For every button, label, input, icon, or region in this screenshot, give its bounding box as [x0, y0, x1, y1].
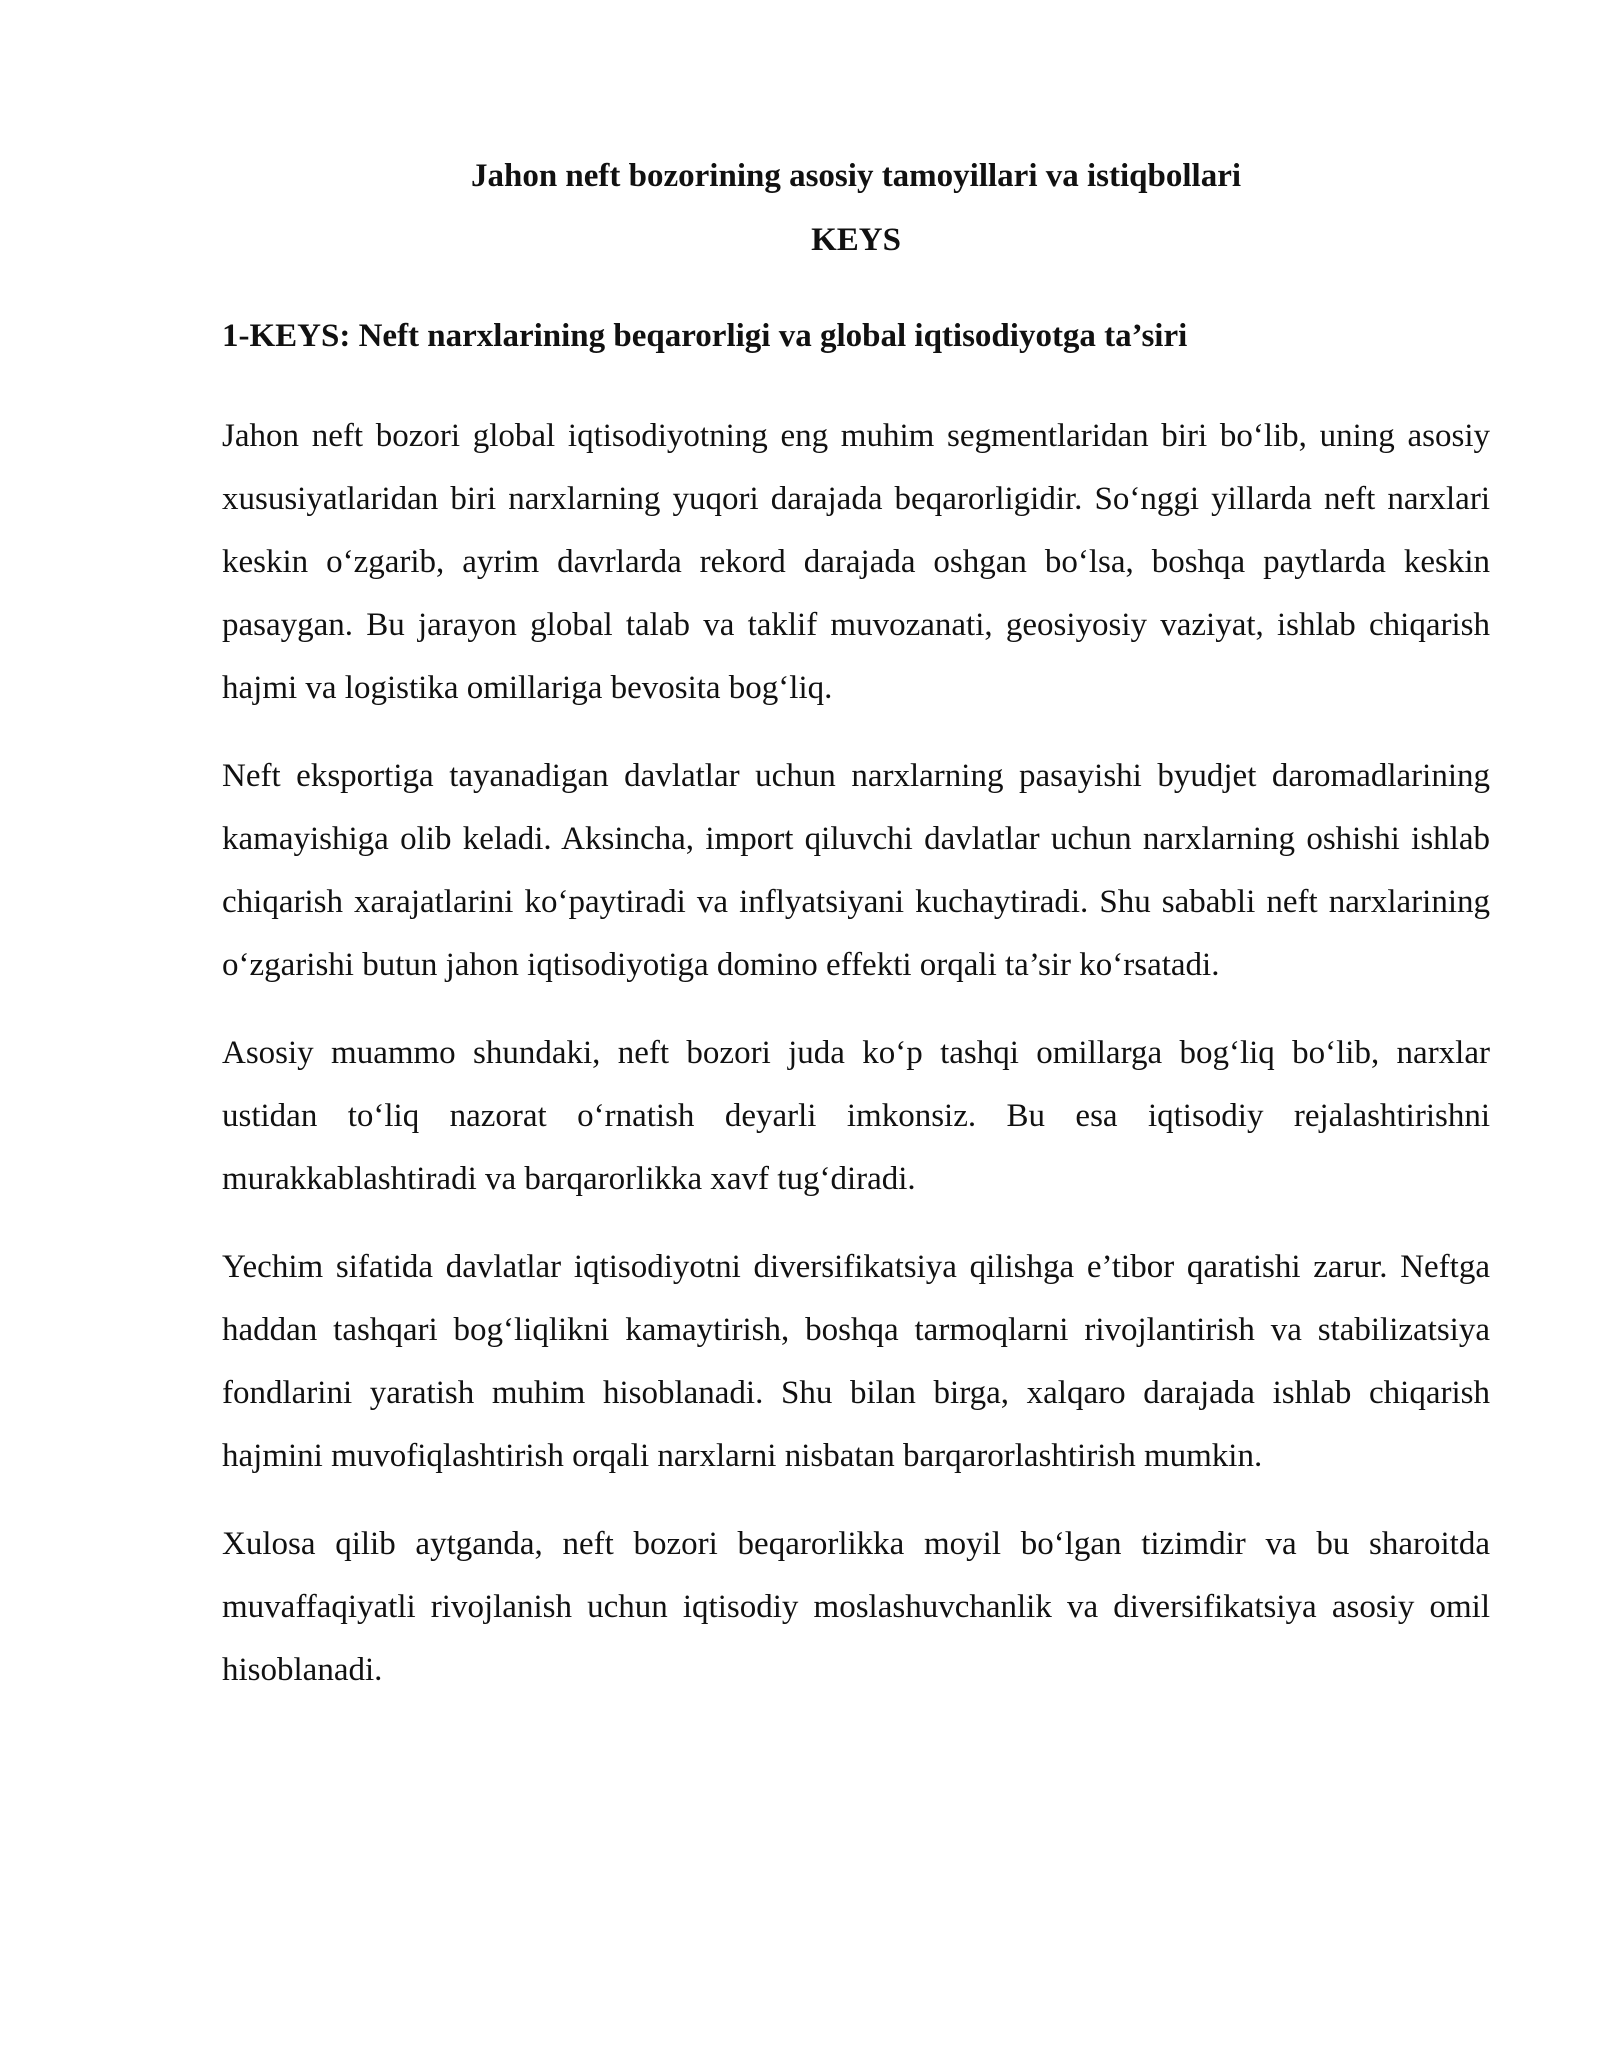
paragraph-1: Jahon neft bozori global iqtisodiyotning eng muhim segmentlaridan biri bo‘lib, uning asosiy xususiyatlaridan biri narxlarning yuqori darajada beqarorligidir. So‘nggi yillarda neft narxlari keskin o‘zgarib, ayrim davrlarda rekord darajada oshgan bo‘lsa, boshqa paytlarda keskin pasaygan. Bu jarayon global talab va taklif muvozanati, geosiyosiy vaziyat, ishlab chiqarish hajmi va logistika omillariga bevosita bog‘liq. — [222, 418, 1490, 706]
paragraph-3: Asosiy muammo shundaki, neft bozori juda ko‘p tashqi omillarga bog‘liq bo‘lib, narxlar ustidan to‘liq nazorat o‘rnatish deyarli imkonsiz. Bu esa iqtisodiy rejalashtirishni murakkablashtiradi va barqarorlikka xavf tug‘diradi. — [222, 1035, 1490, 1197]
paragraph-4: Yechim sifatida davlatlar iqtisodiyotni diversifikatsiya qilishga e’tibor qaratishi zarur. Neftga haddan tashqari bog‘liqlikni kamaytirish, boshqa tarmoqlarni rivojlantirish va stabilizatsiya fondlarini yaratish muhim hisoblanadi. Shu bilan birga, xalqaro darajada ishlab chiqarish hajmini muvofiqlashtirish orqali narxlarni nisbatan barqarorlashtirish mumkin. — [222, 1249, 1490, 1474]
document-title: Jahon neft bozorining asosiy tamoyillari va istiqbollari — [470, 158, 1242, 194]
document-subtitle: KEYS — [811, 222, 901, 258]
document-body — [222, 144, 1490, 1702]
case-heading: 1-KEYS: Neft narxlarining beqarorligi va global iqtisodiyotga ta’siri — [222, 318, 1188, 354]
paragraph-5: Xulosa qilib aytganda, neft bozori beqarorlikka moyil bo‘lgan tizimdir va bu sharoitda muvaffaqiyatli rivojlanish uchun iqtisodiy moslashuvchanlik va diversifikatsiya asosiy omil hisoblanadi. — [222, 1526, 1490, 1688]
paragraph-2: Neft eksportiga tayanadigan davlatlar uchun narxlarning pasayishi byudjet daromadlarining kamayishiga olib keladi. Aksincha, import qiluvchi davlatlar uchun narxlarning oshishi ishlab chiqarish xarajatlarini ko‘paytiradi va inflyatsiyani kuchaytiradi. Shu sababli neft narxlarining o‘zgarishi butun jahon iqtisodiyotiga domino effekti orqali ta’sir ko‘rsatadi. — [222, 758, 1490, 983]
